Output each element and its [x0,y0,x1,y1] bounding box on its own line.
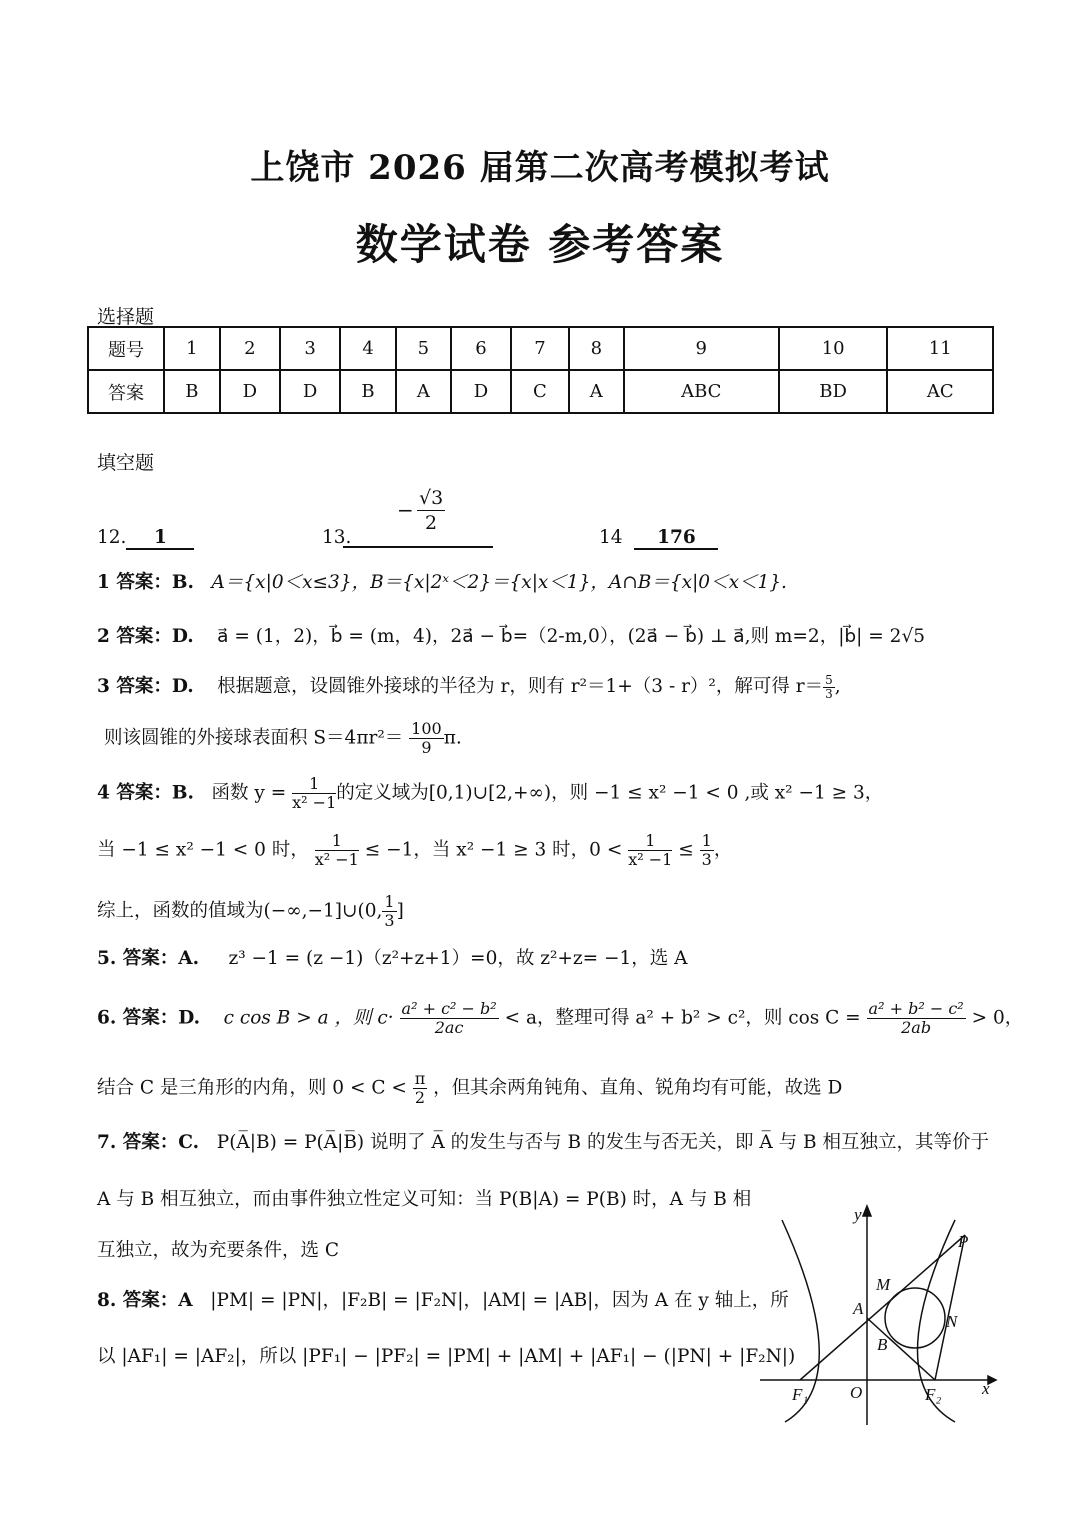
q14-value: 176 [634,527,718,550]
solution-4-line2-b: ≤ −1，当 x² −1 ≥ 3 时，0 < [364,839,623,861]
table-cell: 10 [779,327,888,370]
solution-7-line3: 互独立，故为充要条件，选 C [97,1240,340,1261]
solution-4-range-end: ] [396,900,404,922]
solution-7-line2: A 与 B 相互独立，而由事件独立性定义可知：当 P(B|A) = P(B) 时，A 与 B 相 [97,1189,752,1210]
solution-3-tail: , [834,676,841,697]
solution-6-line2-b: ，但其余两角钝角、直角、锐角均有可能，故选 D [433,1077,843,1099]
solution-5-body: z³ −1 = (z −1)（z²+z+1）=0，故 z²+z= −1，选 A [228,948,688,969]
answer-table [87,326,994,414]
q13-label: 13. [322,527,352,548]
solution-4-text-b: 的定义域为[0,1)∪[2,+∞)，则 −1 ≤ x² −1 < 0 ,或 x² −1 ≥ 3， [336,782,884,804]
table-cell: 1 [164,327,220,370]
fraction-denominator: 3 [701,850,712,869]
q14-answer [599,527,718,550]
solution-8 [97,1286,789,1312]
fraction-denominator: x² −1 [628,850,673,869]
fill-section-label: 填空题 [97,452,155,474]
incircle [885,1288,945,1348]
solution-4-text-a: 函数 y = [211,782,287,804]
fraction-numerator: 5 [825,672,833,687]
solution-1 [97,568,787,594]
solution-4 [97,775,883,812]
table-cell: 7 [511,327,569,370]
table-cell: C [511,370,569,413]
label-m: M [876,1275,891,1294]
label-f2: F₂ [925,1385,942,1404]
solution-5 [97,944,688,970]
solution-6-line2-a: 结合 C 是三角形的内角，则 0 < C < [97,1077,407,1099]
label-y: y [854,1205,862,1224]
fraction [700,832,714,869]
table-cell: D [220,370,280,413]
table-cell: ABC [624,370,779,413]
solution-4-line2-d: ， [713,839,733,861]
solution-6-head: 6. 答案：D. [97,1007,201,1029]
table-cell: BD [779,370,888,413]
solution-6-text-b: < a，整理可得 a² + b² > c²，则 cos C = [504,1007,861,1029]
solution-4-line2-a: 当 −1 ≤ x² −1 < 0 时， [97,839,309,861]
table-cell: AC [887,370,993,413]
row-head-answer: 答案 [88,370,164,413]
label-a: A [853,1299,864,1318]
solution-7-head: 7. 答案：C. [97,1132,200,1153]
fraction-numerator: 1 [384,892,395,911]
table-cell: B [164,370,220,413]
solution-7-body: P(A̅|B) = P(A̅|B̅) 说明了 A̅ 的发生与否与 B 的发生与否无关，即 A̅ 与 B 相互独立，其等价于 [216,1132,989,1153]
label-b: B [877,1335,888,1354]
solution-6-text-a: c cos B > a ，则 c· [223,1007,394,1029]
table-cell: 2 [220,327,280,370]
solution-8-head: 8. 答案：A [97,1290,193,1311]
fraction [628,832,672,869]
label-n: N [946,1312,958,1331]
solution-2 [97,622,925,648]
table-cell: 3 [280,327,340,370]
solution-5-head: 5. 答案：A. [97,948,200,969]
q13-numerator: √3 [419,487,444,509]
table-cell: 11 [887,327,993,370]
solution-6-line2 [97,1070,842,1107]
solution-6 [97,1000,1023,1037]
solution-1-head: 1 答案：B. [97,572,194,593]
label-x: x [982,1379,990,1398]
fraction-denominator: 3 [384,911,395,930]
q14-label: 14 [599,527,623,548]
fraction-numerator: 1 [701,831,712,850]
mc-section-label: 选择题 [97,306,155,328]
solution-2-body: a⃗ = (1，2)，b⃗ = (m，4)，2a⃗ − b⃗=（2-m,0），(2a⃗ − b⃗) ⊥ a⃗,则 m=2，|b⃗| = 2√5 [217,626,925,647]
fraction-denominator: 2 [414,1088,426,1107]
fraction-numerator: 1 [628,832,672,851]
fraction [315,832,359,869]
pi-fraction [413,1070,428,1107]
table-cell: A [569,370,624,413]
q12-answer [97,527,194,550]
table-cell: D [280,370,340,413]
fraction-numerator: π [414,1069,426,1088]
table-cell: D [451,370,511,413]
answer-row [88,370,993,413]
fraction-denominator: 2ac [434,1018,464,1037]
q13-fraction [417,486,445,535]
solution-4-line2 [97,832,732,869]
solution-1-body: A＝{x|0＜x≤3}，B＝{x|2ˣ＜2}＝{x|x＜1}，A∩B＝{x|0＜x＜1}. [211,572,787,593]
q13-sign: − [397,498,414,522]
label-f1: F₁ [792,1385,809,1404]
solution-3 [97,672,841,701]
fraction-numerator: 1 [315,832,359,851]
y-axis-arrow [863,1206,871,1216]
q12-label: 12. [97,527,127,548]
fraction-denominator: 2ab [901,1018,932,1037]
table-cell: A [396,370,451,413]
fraction-numerator: a² + c² − b² [401,999,497,1018]
solution-8-line2: 以 |AF₁| = |AF₂|，所以 |PF₁| − |PF₂| = |PM| + |AM| + |AF₁| − (|PN| + |F₂N|) [97,1346,796,1367]
table-cell: 5 [396,327,451,370]
solution-8-body: |PM| = |PN|，|F₂B| = |F₂N|，|AM| = |AB|，因为 A 在 y 轴上，所 [210,1290,789,1311]
label-o: O [850,1383,863,1402]
table-cell: 4 [340,327,396,370]
solution-3-line2-end: π. [443,727,462,749]
solution-6-text-c: > 0， [971,1007,1024,1029]
q13-blank [343,486,493,548]
table-cell: B [340,370,396,413]
fraction-denominator: x² −1 [292,793,337,812]
solution-3-line2-text: 则该圆锥的外接球表面积 S＝4πr²＝ [104,727,404,749]
solution-7 [97,1128,989,1154]
exam-title: 上饶市 2026 届第二次高考模拟考试 [250,148,830,188]
function-fraction [292,775,336,812]
row-head-question: 题号 [88,327,164,370]
solution-3-fraction [823,674,835,701]
surface-area-fraction [409,720,444,757]
fraction [382,893,396,930]
answer-key-title: 数学试卷 参考答案 [355,220,725,269]
question-number-row [88,327,993,370]
solution-2-head: 2 答案：D. [97,626,194,647]
hyperbola-figure [760,1200,1000,1430]
fraction-numerator: 100 [411,719,442,738]
q12-value: 1 [126,527,194,550]
fraction-denominator: x² −1 [314,850,359,869]
cosine-fraction-2 [867,1000,966,1037]
fraction-denominator: 9 [421,738,432,757]
solution-4-line3 [97,893,404,930]
q13-denominator: 2 [425,512,438,534]
solution-3-line2 [104,720,462,757]
solution-4-line2-c: ≤ [678,839,694,861]
cosine-fraction-1 [400,1000,499,1037]
table-cell: 6 [451,327,511,370]
fraction-denominator: 3 [825,686,833,701]
solution-3-head: 3 答案：D. [97,676,194,697]
solution-3-body: 根据题意，设圆锥外接球的半径为 r，则有 r²＝1+（3 - r）²，解可得 r＝ [217,676,824,697]
fraction-numerator: 1 [292,775,336,794]
solution-4-range: 综上，函数的值域为(−∞,−1]∪(0, [97,900,383,922]
fraction-numerator: a² + b² − c² [868,999,964,1018]
solution-4-head: 4 答案：B. [97,782,194,804]
label-p: P [958,1232,969,1251]
table-cell: 8 [569,327,624,370]
table-cell: 9 [624,327,779,370]
